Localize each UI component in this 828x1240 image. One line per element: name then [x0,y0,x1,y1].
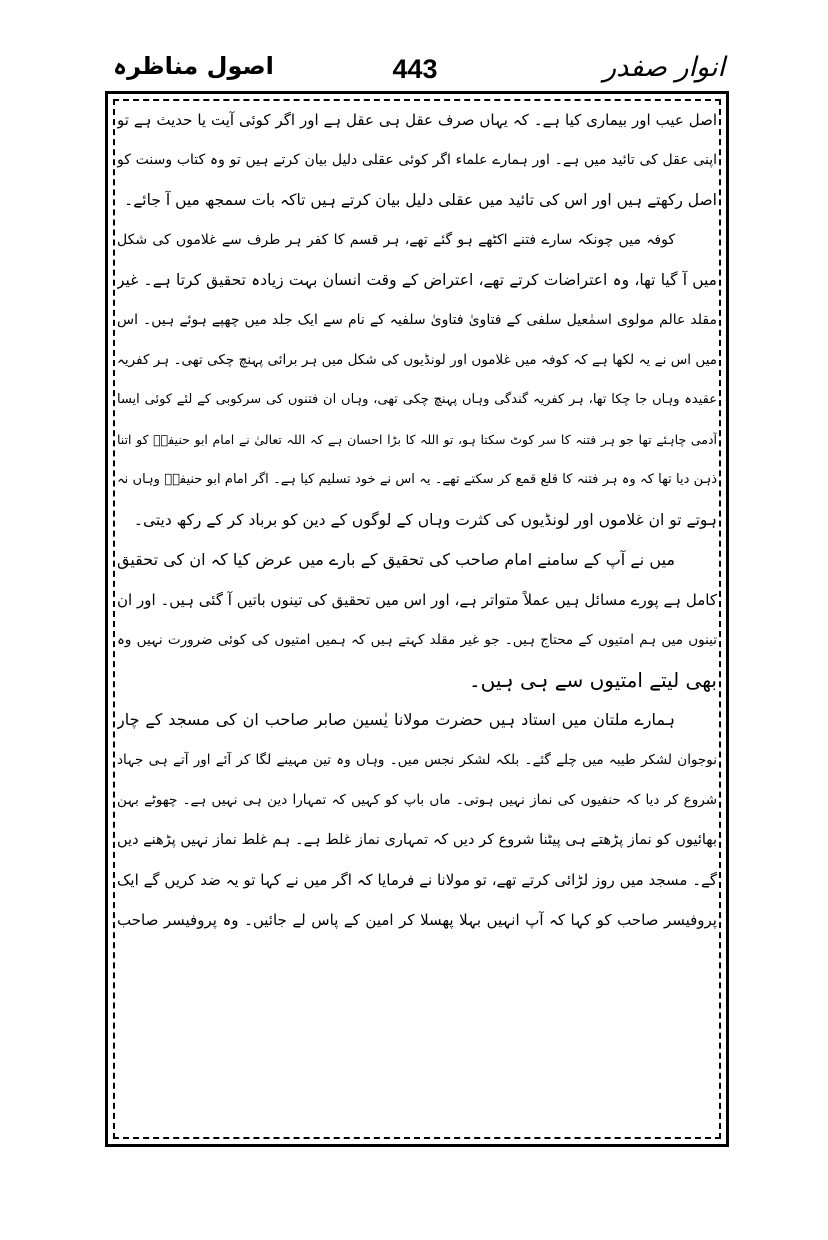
text-line: شروع کر دیا کہ حنفیوں کی نماز نہیں ہوتی۔ ماں باپ کو کہیں کہ تمہارا دین ہی نہیں ہے۔ چھوٹے بہن [117,792,717,808]
text-line: اپنی عقل کی تائید میں ہے۔ اور ہمارے علماء اگر کوئی عقلی دلیل بیان کرتے ہیں تو وہ کتاب وسنت کو [117,152,717,168]
text-line: اصل عیب اور بیماری کیا ہے۔ کہ یہاں صرف عقل ہی عقل ہے اور اگر کوئی آیت یا حدیث ہے تو [117,111,717,129]
text-line: عقیدہ وہاں جا چکا تھا، ہر کفریہ گندگی وہاں پہنچ چکی تھی، وہاں ان فتنوں کی سرکوبی کے لئے کوئی ایسا [117,392,717,407]
text-line: ہمارے ملتان میں استاد ہیں حضرت مولانا یٰسین صابر صاحب ان کی مسجد کے چار [117,710,675,729]
text-line: میں نے آپ کے سامنے امام صاحب کی تحقیق کے بارے میں عرض کیا کہ ان کی تحقیق [117,550,675,569]
text-line: ہوتے تو ان غلاموں اور لونڈیوں کی کثرت وہاں کے لوگوں کے دین کو برباد کر کے رکھ دیتی۔ [133,511,717,529]
text-line: ذہن دیا تھا کہ وہ ہر فتنہ کا قلع قمع کر سکتے تھے۔ یہ اس نے خود تسلیم کیا ہے۔ اگر امام ابو حنیفہؒ وہاں نہ [117,472,717,487]
text-line: پروفیسر صاحب کو کہا کہ آپ انہیں بہلا پھسلا کر امین کے پاس لے جائیں۔ وہ پروفیسر صاحب [117,911,717,929]
text-line: بھائیوں کو نماز پڑھتے ہی پیٹنا شروع کر دیں کہ تمہاری نماز غلط ہے۔ ہم غلط نماز نہیں پڑھنے دیں [117,832,717,848]
text-line: میں آ گیا تھا، وہ اعتراضات کرتے تھے، اعتراض کے وقت انسان بہت زیادہ تحقیق کرتا ہے۔ غیر [117,271,717,289]
text-line: بھی لیتے امتیوں سے ہی ہیں۔ [468,668,717,692]
text-line: گے۔ مسجد میں روز لڑائی کرتے تھے، تو مولانا نے فرمایا کہ اگر میں نے کہا تو یہ ضد کریں گے ایک [117,871,717,889]
text-line: مقلد عالم مولوی اسمٰعیل سلفی کے فتاویٰ فتاویٰ سلفیہ کے نام سے ایک جلد میں چھپے ہوئے ہیں۔ اس [117,312,717,328]
body-text [117,100,717,940]
text-line: کامل ہے پورے مسائل ہیں عملاً متواتر ہے، اور اس میں تحقیق کی تینوں باتیں آ گئی ہیں۔ اور ان [117,591,717,609]
chapter-title: اصول مناظرہ [113,52,274,80]
text-line: تینوں میں ہم امتیوں کے محتاج ہیں۔ جو غیر مقلد کہتے ہیں کہ ہمیں امتیوں کی کوئی ضرورت نہیں وہ [117,632,717,648]
text-line: اصل رکھتے ہیں اور اس کی تائید میں عقلی دلیل بیان کرتے ہیں تاکہ بات سمجھ میں آ جائے۔ [124,191,717,209]
page-number: 443 [392,54,438,84]
book-title: انوار صفدر [603,52,725,83]
page-header [105,52,725,92]
text-line: نوجوان لشکر طیبہ میں چلے گئے۔ بلکہ لشکر نجس میں۔ وہاں وہ تین مہینے لگا کر آئے اور آتے ہی جہاد [117,752,717,768]
text-line: میں اس نے یہ لکھا ہے کہ کوفہ میں غلاموں اور لونڈیوں کی شکل میں ہر برائی پہنچ چکی تھی۔ ہر کفریہ [117,352,717,368]
text-line: کوفہ میں چونکہ سارے فتنے اکٹھے ہو گئے تھے، ہر قسم کا کفر ہر طرف سے غلاموں کی شکل [117,232,675,248]
text-line: آدمی چاہئے تھا جو ہر فتنہ کا سر کوٹ سکتا ہو، تو اللہ کا بڑا احسان ہے کہ اللہ تعالیٰ نے امام ابو حنیفہؒ کو اتنا [117,432,717,447]
